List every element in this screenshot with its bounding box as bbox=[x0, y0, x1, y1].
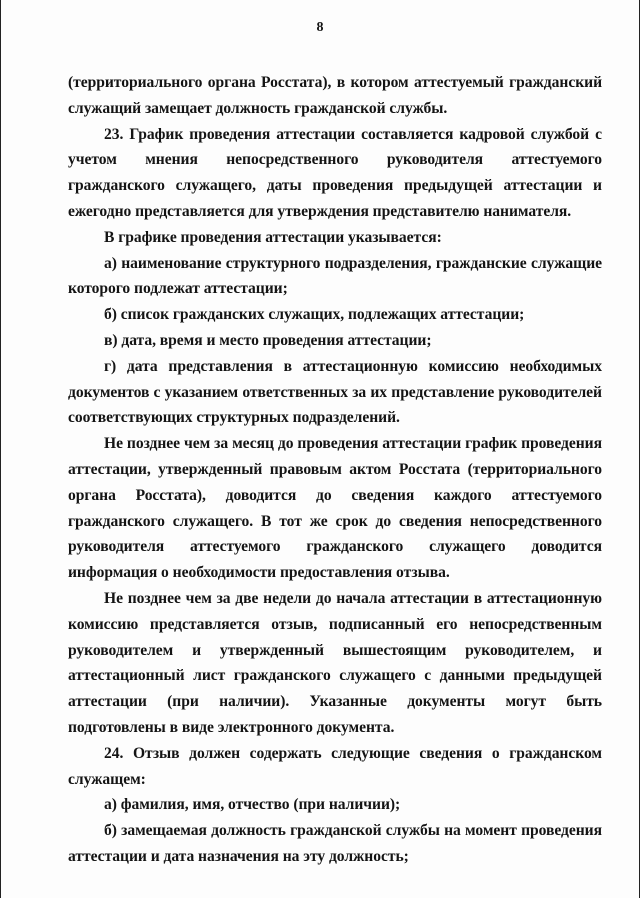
list-item-a: а) наименование структурного подразделения, гражданские служащие которого подлежат аттестации; bbox=[68, 254, 602, 298]
paragraph-23: 23. График проведения аттестации составляется кадровой службой с учетом мнения непосредственного руководителя аттестуемого гражданского служащего, даты проведения предыдущей аттестации и ежегодно представляется для утверждения представителю нанимателя. bbox=[68, 125, 602, 220]
list-item-a-review: а) фамилия, имя, отчество (при наличии); bbox=[104, 796, 401, 814]
page-number: 8 bbox=[316, 20, 324, 35]
list-item-b: б) список гражданских служащих, подлежащих аттестации; bbox=[104, 306, 525, 324]
paragraph-24: 24. Отзыв должен содержать следующие сведения о гражданском служащем: bbox=[68, 744, 602, 788]
list-item-g: г) дата представления в аттестационную комиссию необходимых документов с указанием ответственных за их представление руководителей соответствующих структурных подразделений. bbox=[68, 357, 602, 427]
scan-left-edge bbox=[0, 0, 1, 898]
paragraph-month-notice: Не позднее чем за месяц до проведения аттестации график проведения аттестации, утвержденный правовым актом Росстата (территориального органа Росстата), доводится до сведения каждого аттестуемого гражданского служащего. В тот же срок до сведения непосредственного руководителя аттестуемого гражданского служащего доводится информация о необходимости предоставления отзыва. bbox=[68, 435, 602, 582]
paragraph-schedule-intro: В графике проведения аттестации указывается: bbox=[104, 228, 442, 246]
document-body bbox=[68, 70, 602, 870]
paragraph-continuation: (территориального органа Росстата), в котором аттестуемый гражданский служащий замещает должность гражданской службы. bbox=[68, 74, 602, 117]
paragraph-two-weeks: Не позднее чем за две недели до начала аттестации в аттестационную комиссию представляется отзыв, подписанный его непосредственным руководителем и утвержденный вышестоящим руководителем, и аттестационный лист гражданского служащего с данными предыдущей аттестации (при наличии). Указанные документы могут быть подготовлены в виде электронного документа. bbox=[68, 589, 602, 736]
list-item-b-review: б) замещаемая должность гражданской службы на момент проведения аттестации и дата назначения на эту должность; bbox=[68, 822, 602, 865]
list-item-v: в) дата, время и место проведения аттестации; bbox=[104, 331, 432, 349]
